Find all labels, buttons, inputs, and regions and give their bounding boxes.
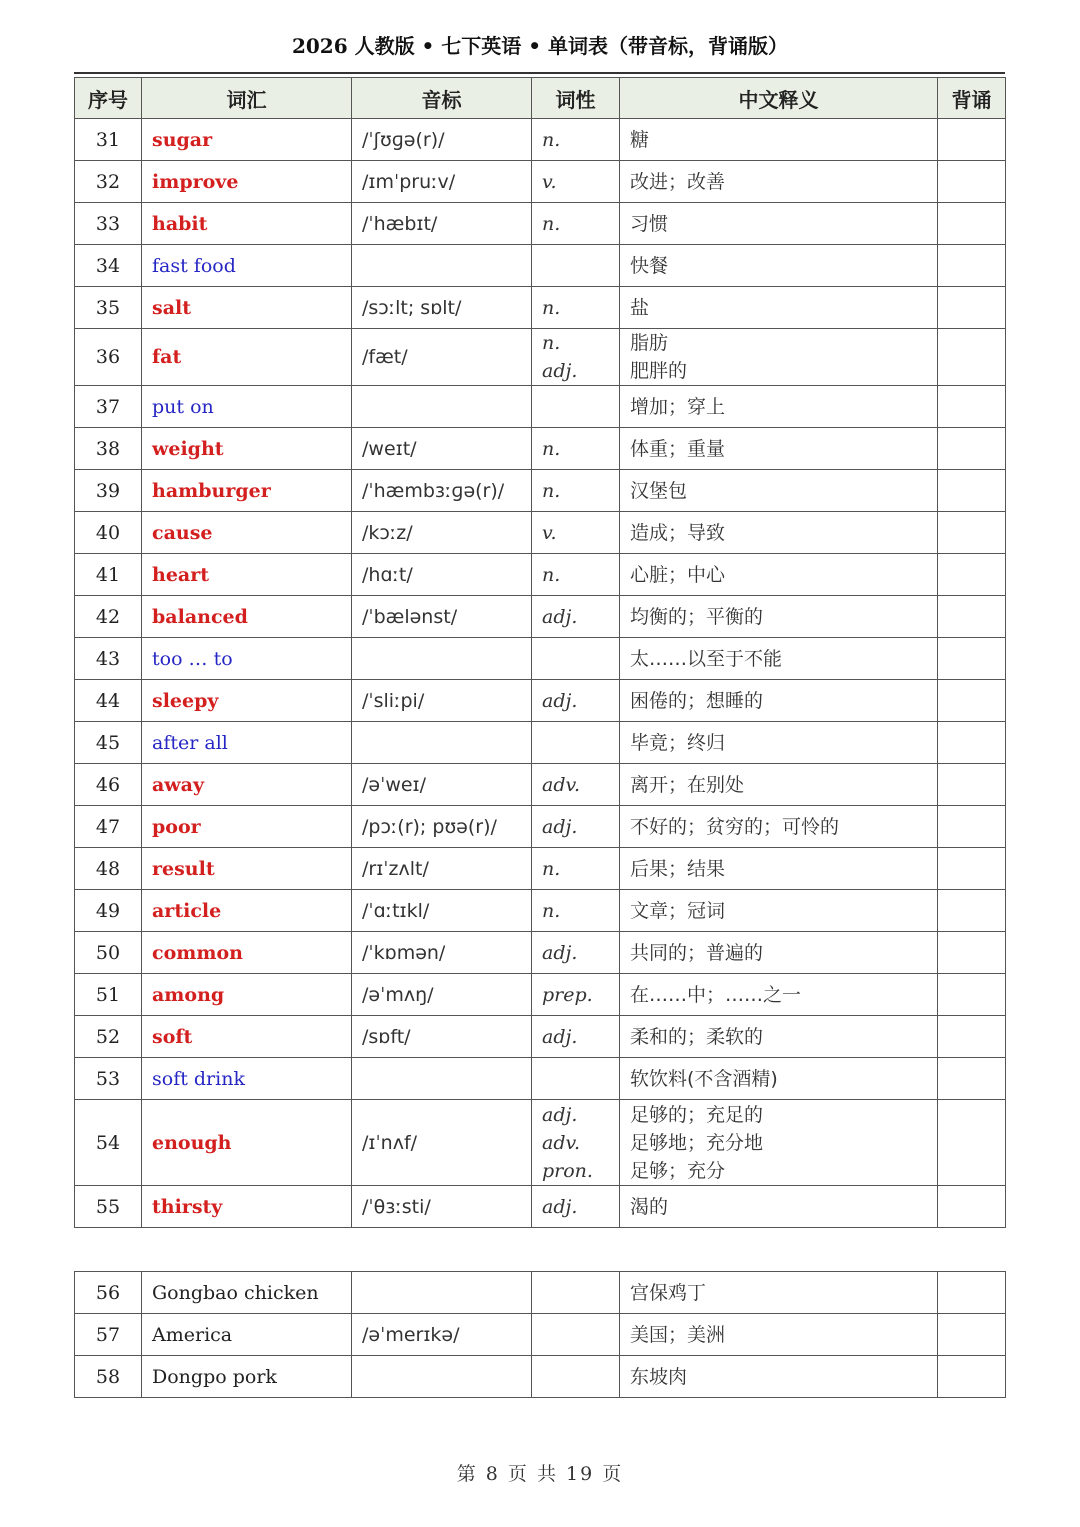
table-row	[75, 974, 1006, 1016]
row-number: 58	[75, 1356, 142, 1398]
pos-label: adj.	[542, 941, 578, 964]
row-number: 41	[75, 554, 142, 596]
pos-label: n.	[542, 899, 561, 922]
vocab-word: common	[142, 932, 352, 974]
recite-checkbox-cell[interactable]	[938, 722, 1006, 764]
meaning-line: 习惯	[630, 212, 669, 235]
recite-checkbox-cell[interactable]	[938, 974, 1006, 1016]
chinese-meaning	[620, 386, 938, 428]
pos-label: adj.	[542, 360, 578, 382]
meaning-line: 渴的	[630, 1195, 669, 1218]
header-pos: 词性	[532, 78, 620, 119]
part-of-speech	[532, 512, 620, 554]
row-number: 34	[75, 245, 142, 287]
row-number: 37	[75, 386, 142, 428]
row-number: 56	[75, 1272, 142, 1314]
table-row	[75, 806, 1006, 848]
meaning-line: 美国；美洲	[630, 1323, 726, 1346]
phonetic: /ˈɑːtɪkl/	[352, 890, 532, 932]
vocab-word: soft drink	[142, 1058, 352, 1100]
part-of-speech	[532, 287, 620, 329]
phonetic: /pɔː(r); pʊə(r)/	[352, 806, 532, 848]
row-number: 32	[75, 161, 142, 203]
row-number: 49	[75, 890, 142, 932]
row-number: 54	[75, 1100, 142, 1186]
header-phonetic: 音标	[352, 78, 532, 119]
row-number: 51	[75, 974, 142, 1016]
row-number: 43	[75, 638, 142, 680]
recite-checkbox-cell[interactable]	[938, 554, 1006, 596]
phonetic: /kɔːz/	[352, 512, 532, 554]
phonetic	[352, 1058, 532, 1100]
phonetic: /sɒft/	[352, 1016, 532, 1058]
recite-checkbox-cell[interactable]	[938, 329, 1006, 386]
vocab-word: among	[142, 974, 352, 1016]
vocab-word: enough	[142, 1100, 352, 1186]
pos-label: prep.	[542, 983, 593, 1006]
phonetic	[352, 1356, 532, 1398]
phonetic: /əˈmʌŋ/	[352, 974, 532, 1016]
row-number: 40	[75, 512, 142, 554]
chinese-meaning	[620, 1016, 938, 1058]
chinese-meaning	[620, 722, 938, 764]
phonetic: /ˈsliːpi/	[352, 680, 532, 722]
meaning-line: 改进；改善	[630, 170, 726, 193]
phonetic: /ˈhæmbɜːɡə(r)/	[352, 470, 532, 512]
meaning-line: 增加；穿上	[630, 395, 726, 418]
part-of-speech	[532, 470, 620, 512]
table-row	[75, 554, 1006, 596]
chinese-meaning	[620, 1314, 938, 1356]
extra-vocab-table	[74, 1271, 1006, 1398]
meaning-line: 共同的；普遍的	[630, 941, 764, 964]
part-of-speech	[532, 1186, 620, 1228]
pos-label: n.	[542, 479, 561, 502]
recite-checkbox-cell[interactable]	[938, 1356, 1006, 1398]
row-number: 33	[75, 203, 142, 245]
recite-checkbox-cell[interactable]	[938, 638, 1006, 680]
chinese-meaning	[620, 470, 938, 512]
phonetic: /sɔːlt; sɒlt/	[352, 287, 532, 329]
table-row	[75, 470, 1006, 512]
row-number: 42	[75, 596, 142, 638]
vocab-word: put on	[142, 386, 352, 428]
table-row	[75, 722, 1006, 764]
vocab-word: thirsty	[142, 1186, 352, 1228]
part-of-speech	[532, 1356, 620, 1398]
chinese-meaning	[620, 554, 938, 596]
phonetic: /rɪˈzʌlt/	[352, 848, 532, 890]
table-row	[75, 1058, 1006, 1100]
recite-checkbox-cell[interactable]	[938, 680, 1006, 722]
part-of-speech	[532, 806, 620, 848]
part-of-speech	[532, 554, 620, 596]
table-row	[75, 638, 1006, 680]
pos-label: adj.	[542, 1103, 578, 1126]
part-of-speech	[532, 974, 620, 1016]
recite-checkbox-cell[interactable]	[938, 596, 1006, 638]
recite-checkbox-cell[interactable]	[938, 119, 1006, 161]
meaning-line: 文章；冠词	[630, 899, 726, 922]
vocab-word: too … to	[142, 638, 352, 680]
meaning-line: 不好的；贫穷的；可怜的	[630, 815, 840, 838]
meaning-line: 足够的；充足的	[630, 1103, 764, 1126]
vocab-word: soft	[142, 1016, 352, 1058]
vocab-word: result	[142, 848, 352, 890]
phonetic: /hɑːt/	[352, 554, 532, 596]
chinese-meaning	[620, 245, 938, 287]
pos-label: v.	[542, 170, 557, 193]
table-row	[75, 245, 1006, 287]
table-row	[75, 512, 1006, 554]
recite-checkbox-cell[interactable]	[938, 890, 1006, 932]
row-number: 38	[75, 428, 142, 470]
meaning-line: 后果；结果	[630, 857, 726, 880]
row-number: 31	[75, 119, 142, 161]
table-row	[75, 1314, 1006, 1356]
phonetic	[352, 245, 532, 287]
recite-checkbox-cell[interactable]	[938, 161, 1006, 203]
vocab-word: away	[142, 764, 352, 806]
vocab-word: after all	[142, 722, 352, 764]
chinese-meaning	[620, 932, 938, 974]
part-of-speech	[532, 680, 620, 722]
phonetic: /ˈθɜːsti/	[352, 1186, 532, 1228]
recite-checkbox-cell[interactable]	[938, 764, 1006, 806]
pos-label: n.	[542, 212, 561, 235]
phonetic	[352, 638, 532, 680]
pos-label: n.	[542, 296, 561, 319]
row-number: 55	[75, 1186, 142, 1228]
table-row	[75, 890, 1006, 932]
vocab-word: article	[142, 890, 352, 932]
row-number: 50	[75, 932, 142, 974]
row-number: 48	[75, 848, 142, 890]
table-row	[75, 764, 1006, 806]
recite-checkbox-cell[interactable]	[938, 932, 1006, 974]
chinese-meaning	[620, 1186, 938, 1228]
pos-label: pron.	[542, 1159, 593, 1182]
pos-label: n.	[542, 332, 561, 354]
vocab-word: sugar	[142, 119, 352, 161]
part-of-speech	[532, 428, 620, 470]
chinese-meaning	[620, 161, 938, 203]
chinese-meaning	[620, 1058, 938, 1100]
table-row	[75, 287, 1006, 329]
chinese-meaning	[620, 329, 938, 386]
recite-checkbox-cell[interactable]	[938, 848, 1006, 890]
part-of-speech	[532, 119, 620, 161]
vocab-word: poor	[142, 806, 352, 848]
meaning-line: 造成；导致	[630, 521, 726, 544]
vocab-word: improve	[142, 161, 352, 203]
table-row	[75, 329, 1006, 386]
chinese-meaning	[620, 764, 938, 806]
part-of-speech	[532, 329, 620, 386]
meaning-line: 在……中；……之一	[630, 983, 802, 1006]
chinese-meaning	[620, 974, 938, 1016]
row-number: 36	[75, 329, 142, 386]
part-of-speech	[532, 245, 620, 287]
phonetic	[352, 1272, 532, 1314]
table-row	[75, 1186, 1006, 1228]
recite-checkbox-cell[interactable]	[938, 386, 1006, 428]
recite-checkbox-cell[interactable]	[938, 470, 1006, 512]
phonetic: /fæt/	[352, 329, 532, 386]
header-recite: 背诵	[938, 78, 1006, 119]
page-title: 2026 人教版 • 七下英语 • 单词表（带音标，背诵版）	[291, 34, 789, 58]
meaning-line: 均衡的；平衡的	[630, 605, 764, 628]
vocab-word: Gongbao chicken	[142, 1272, 352, 1314]
row-number: 35	[75, 287, 142, 329]
recite-checkbox-cell[interactable]	[938, 287, 1006, 329]
pos-label: adv.	[542, 1131, 581, 1154]
table-row	[75, 119, 1006, 161]
meaning-line: 脂肪	[630, 332, 669, 354]
phonetic: /ɪˈnʌf/	[352, 1100, 532, 1186]
recite-checkbox-cell[interactable]	[938, 1058, 1006, 1100]
recite-checkbox-cell[interactable]	[938, 1272, 1006, 1314]
meaning-line: 毕竟；终归	[630, 731, 726, 754]
part-of-speech	[532, 386, 620, 428]
chinese-meaning	[620, 203, 938, 245]
vocab-word: habit	[142, 203, 352, 245]
part-of-speech	[532, 848, 620, 890]
chinese-meaning	[620, 119, 938, 161]
phonetic: /ˈbælənst/	[352, 596, 532, 638]
table-row	[75, 386, 1006, 428]
phonetic: /ɪmˈpruːv/	[352, 161, 532, 203]
page-footer: 第 8 页 共 19 页	[456, 1463, 624, 1485]
row-number: 39	[75, 470, 142, 512]
recite-checkbox-cell[interactable]	[938, 245, 1006, 287]
table-row	[75, 932, 1006, 974]
phonetic	[352, 722, 532, 764]
part-of-speech	[532, 1100, 620, 1186]
vocab-table	[74, 77, 1006, 1228]
pos-label: n.	[542, 857, 561, 880]
vocab-word: sleepy	[142, 680, 352, 722]
chinese-meaning	[620, 680, 938, 722]
meaning-line: 太……以至于不能	[630, 647, 783, 670]
meaning-line: 盐	[630, 296, 650, 319]
vocab-word: Dongpo pork	[142, 1356, 352, 1398]
vocab-word: heart	[142, 554, 352, 596]
meaning-line: 困倦的；想睡的	[630, 689, 764, 712]
recite-checkbox-cell[interactable]	[938, 1186, 1006, 1228]
part-of-speech	[532, 1314, 620, 1356]
chinese-meaning	[620, 596, 938, 638]
part-of-speech	[532, 638, 620, 680]
header-meaning: 中文释义	[620, 78, 938, 119]
table-row	[75, 161, 1006, 203]
table-row	[75, 596, 1006, 638]
meaning-line: 肥胖的	[630, 360, 688, 382]
phonetic: /ˈkɒmən/	[352, 932, 532, 974]
vocab-word: America	[142, 1314, 352, 1356]
title-rule	[74, 72, 1005, 74]
vocab-word: fast food	[142, 245, 352, 287]
table-row	[75, 848, 1006, 890]
table-row	[75, 1100, 1006, 1186]
meaning-line: 离开；在别处	[630, 773, 745, 796]
table-row	[75, 1016, 1006, 1058]
meaning-line: 汉堡包	[630, 479, 688, 502]
part-of-speech	[532, 932, 620, 974]
meaning-line: 心脏；中心	[630, 563, 726, 586]
row-number: 57	[75, 1314, 142, 1356]
recite-checkbox-cell[interactable]	[938, 428, 1006, 470]
pos-label: v.	[542, 521, 557, 544]
meaning-line: 东坡肉	[630, 1365, 688, 1388]
part-of-speech	[532, 161, 620, 203]
pos-label: adj.	[542, 605, 578, 628]
table-row	[75, 1356, 1006, 1398]
table-row	[75, 203, 1006, 245]
chinese-meaning	[620, 1272, 938, 1314]
row-number: 52	[75, 1016, 142, 1058]
pos-label: n.	[542, 437, 561, 460]
chinese-meaning	[620, 428, 938, 470]
row-number: 46	[75, 764, 142, 806]
recite-checkbox-cell[interactable]	[938, 1314, 1006, 1356]
recite-checkbox-cell[interactable]	[938, 203, 1006, 245]
chinese-meaning	[620, 512, 938, 554]
part-of-speech	[532, 596, 620, 638]
table-row	[75, 680, 1006, 722]
phonetic: /əˈweɪ/	[352, 764, 532, 806]
recite-checkbox-cell[interactable]	[938, 512, 1006, 554]
phonetic: /ˈʃʊɡə(r)/	[352, 119, 532, 161]
chinese-meaning	[620, 287, 938, 329]
meaning-line: 快餐	[630, 254, 669, 277]
row-number: 45	[75, 722, 142, 764]
chinese-meaning	[620, 638, 938, 680]
chinese-meaning	[620, 848, 938, 890]
pos-label: adj.	[542, 1025, 578, 1048]
meaning-line: 软饮料(不含酒精)	[630, 1067, 778, 1090]
chinese-meaning	[620, 1356, 938, 1398]
vocab-word: weight	[142, 428, 352, 470]
phonetic: /weɪt/	[352, 428, 532, 470]
pos-label: n.	[542, 128, 561, 151]
row-number: 53	[75, 1058, 142, 1100]
part-of-speech	[532, 722, 620, 764]
header-word: 词汇	[142, 78, 352, 119]
part-of-speech	[532, 203, 620, 245]
chinese-meaning	[620, 890, 938, 932]
part-of-speech	[532, 1016, 620, 1058]
vocab-word: hamburger	[142, 470, 352, 512]
header-no: 序号	[75, 78, 142, 119]
pos-label: adj.	[542, 1195, 578, 1218]
meaning-line: 柔和的；柔软的	[630, 1025, 764, 1048]
part-of-speech	[532, 890, 620, 932]
vocab-word: fat	[142, 329, 352, 386]
meaning-line: 足够地；充分地	[630, 1131, 764, 1154]
row-number: 47	[75, 806, 142, 848]
pos-label: adv.	[542, 773, 581, 796]
part-of-speech	[532, 764, 620, 806]
vocab-word: cause	[142, 512, 352, 554]
phonetic: /ˈhæbɪt/	[352, 203, 532, 245]
phonetic	[352, 386, 532, 428]
recite-checkbox-cell[interactable]	[938, 1100, 1006, 1186]
pos-label: adj.	[542, 689, 578, 712]
recite-checkbox-cell[interactable]	[938, 1016, 1006, 1058]
pos-label: n.	[542, 563, 561, 586]
chinese-meaning	[620, 1100, 938, 1186]
phonetic: /əˈmerɪkə/	[352, 1314, 532, 1356]
recite-checkbox-cell[interactable]	[938, 806, 1006, 848]
table-row	[75, 1272, 1006, 1314]
table-row	[75, 428, 1006, 470]
row-number: 44	[75, 680, 142, 722]
meaning-line: 糖	[630, 128, 650, 151]
part-of-speech	[532, 1272, 620, 1314]
meaning-line: 宫保鸡丁	[630, 1281, 707, 1304]
table-header-row	[75, 78, 1006, 119]
part-of-speech	[532, 1058, 620, 1100]
meaning-line: 体重；重量	[630, 437, 726, 460]
pos-label: adj.	[542, 815, 578, 838]
meaning-line: 足够；充分	[630, 1159, 726, 1182]
chinese-meaning	[620, 806, 938, 848]
vocab-word: balanced	[142, 596, 352, 638]
vocab-word: salt	[142, 287, 352, 329]
